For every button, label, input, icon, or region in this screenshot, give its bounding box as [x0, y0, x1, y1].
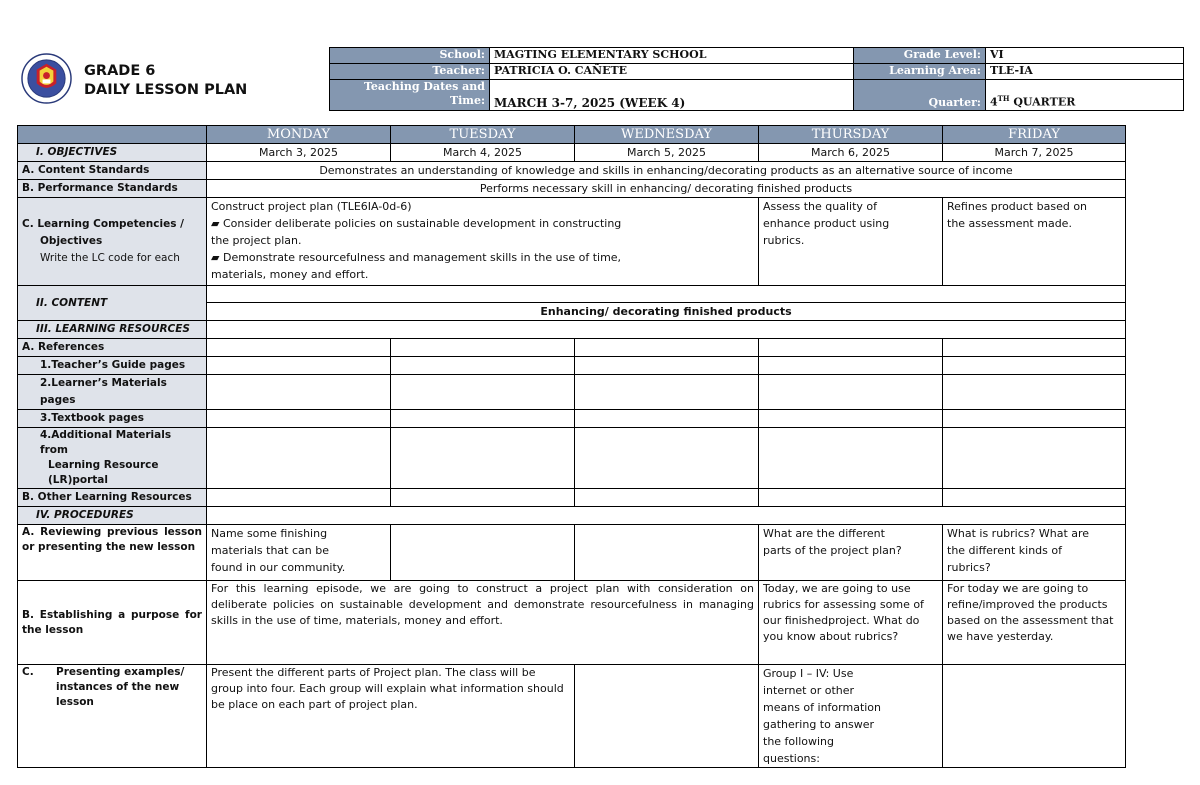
quarter-label: Quarter:: [854, 80, 986, 111]
procedures-heading: IV. PROCEDURES: [18, 507, 207, 525]
performance-standards-label: B. Performance Standards: [18, 180, 207, 198]
content-heading: II. CONTENT: [18, 286, 207, 321]
date-wednesday: March 5, 2025: [575, 144, 759, 162]
title-plan: DAILY LESSON PLAN: [84, 82, 248, 98]
presenting-letter: C.: [22, 666, 34, 678]
objectives-heading: I. OBJECTIVES: [18, 144, 207, 162]
quarter-value: [986, 80, 1184, 111]
competency-bullet-1-cont: the project plan.: [211, 234, 302, 247]
reviewing-lesson-label: A. Reviewing previous lesson or presenting the new lesson: [18, 525, 207, 581]
competencies-label: [18, 198, 207, 286]
grade-label: Grade Level:: [854, 48, 986, 64]
additional-materials-line1: 4.Additional Materials from: [40, 429, 172, 456]
competencies-label-line2: Objectives: [40, 235, 103, 247]
date-friday: March 7, 2025: [943, 144, 1126, 162]
tg-pages-label: 1.Teacher’s Guide pages: [18, 357, 207, 375]
dates-value: MARCH 3-7, 2025 (WEEK 4): [490, 80, 854, 111]
purpose-thursday: Today, we are going to use rubrics for assessing some of our finishedproject. What do you know about rubrics?: [759, 581, 943, 665]
competency-bullet-1: [211, 215, 754, 232]
date-tuesday: March 4, 2025: [391, 144, 575, 162]
reviewing-friday: What is rubrics? What are the different kinds of rubrics?: [943, 525, 1126, 581]
competencies-friday: Refines product based on the assessment made.: [943, 198, 1126, 286]
presenting-thursday: Group I – IV: Use internet or other means of information gathering to answer the following questions:: [759, 665, 943, 768]
header-info-table: [329, 47, 1184, 111]
wednesday-header: WEDNESDAY: [575, 126, 759, 144]
purpose-mon-wed: For this learning episode, we are going to construct a project plan with consideration on deliberate policies on sustainable development and demonstrate resourcefulness in managing skills in the use of time, materials, money and effort.: [207, 581, 759, 665]
competency-bullet-2-text: Demonstrate resourcefulness and management skills in the use of time,: [222, 251, 622, 264]
quarter-number: 4: [990, 96, 998, 109]
additional-materials-line3: (LR)portal: [48, 474, 108, 486]
competencies-label-line3: Write the LC code for each: [40, 252, 180, 264]
resources-heading: III. LEARNING RESOURCES: [18, 321, 207, 339]
references-label: A. References: [18, 339, 207, 357]
performance-standards-text: Performs necessary skill in enhancing/ decorating finished products: [207, 180, 1126, 198]
competencies-thursday: Assess the quality of enhance product using rubrics.: [759, 198, 943, 286]
content-text: Enhancing/ decorating finished products: [540, 305, 792, 318]
purpose-friday: For today we are going to refine/improved the products based on the assessment that we have yesterday.: [943, 581, 1126, 665]
monday-header: MONDAY: [207, 126, 391, 144]
title-grade: GRADE 6: [84, 63, 156, 79]
check-bullet-icon: ▰: [211, 251, 223, 264]
presenting-label: [18, 665, 207, 768]
date-thursday: March 6, 2025: [759, 144, 943, 162]
dates-label-line2: Time:: [449, 94, 485, 107]
additional-materials-line2: Learning Resource: [48, 459, 159, 471]
area-value: TLE-IA: [986, 64, 1184, 80]
competency-code: Construct project plan (TLE6IA-0d-6): [211, 200, 412, 213]
reviewing-monday: Name some finishing materials that can be found in our community.: [207, 525, 391, 581]
check-bullet-icon: ▰: [211, 217, 223, 230]
competency-bullet-1-text: Consider deliberate policies on sustainable development in constructing: [222, 217, 622, 230]
dates-label: [330, 80, 490, 111]
textbook-pages-label: 3.Textbook pages: [18, 410, 207, 428]
thursday-header: THURSDAY: [759, 126, 943, 144]
document-title: [84, 62, 247, 100]
days-header-corner: [18, 126, 207, 144]
competency-bullet-2-cont: materials, money and effort.: [211, 268, 369, 281]
lm-pages-label: 2.Learner’s Materials pages: [18, 375, 207, 410]
competency-bullet-2: [211, 249, 754, 266]
school-value: MAGTING ELEMENTARY SCHOOL: [490, 48, 854, 64]
friday-header: FRIDAY: [943, 126, 1126, 144]
content-standards-text: Demonstrates an understanding of knowledge and skills in enhancing/decorating products as an alternative source of income: [207, 162, 1126, 180]
area-label: Learning Area:: [854, 64, 986, 80]
competencies-mon-wed: [207, 198, 759, 286]
competencies-label-line1: C. Learning Competencies /: [22, 218, 184, 230]
presenting-mon-tue: Present the different parts of Project plan. The class will be group into four. Each group will explain what information should be place on each part of project plan.: [207, 665, 575, 768]
deped-seal-logo: [21, 53, 72, 104]
dates-label-line1: Teaching Dates and: [363, 80, 485, 93]
lesson-plan-grid: [17, 125, 1126, 768]
quarter-word: QUARTER: [1009, 96, 1076, 109]
other-resources-label: B. Other Learning Resources: [18, 489, 207, 507]
date-monday: March 3, 2025: [207, 144, 391, 162]
reviewing-thursday: What are the different parts of the project plan?: [759, 525, 943, 581]
quarter-suffix: TH: [997, 94, 1010, 104]
teacher-value: PATRICIA O. CAÑETE: [490, 64, 854, 80]
tuesday-header: TUESDAY: [391, 126, 575, 144]
purpose-label: B. Establishing a purpose for the lesson: [18, 581, 207, 665]
content-cell: [207, 286, 1126, 321]
presenting-text: Presenting examples/ instances of the new lesson: [56, 666, 185, 708]
grade-value: VI: [986, 48, 1184, 64]
teacher-label: Teacher:: [330, 64, 490, 80]
content-standards-label: A. Content Standards: [18, 162, 207, 180]
additional-materials-label: [18, 428, 207, 489]
school-label: School:: [330, 48, 490, 64]
